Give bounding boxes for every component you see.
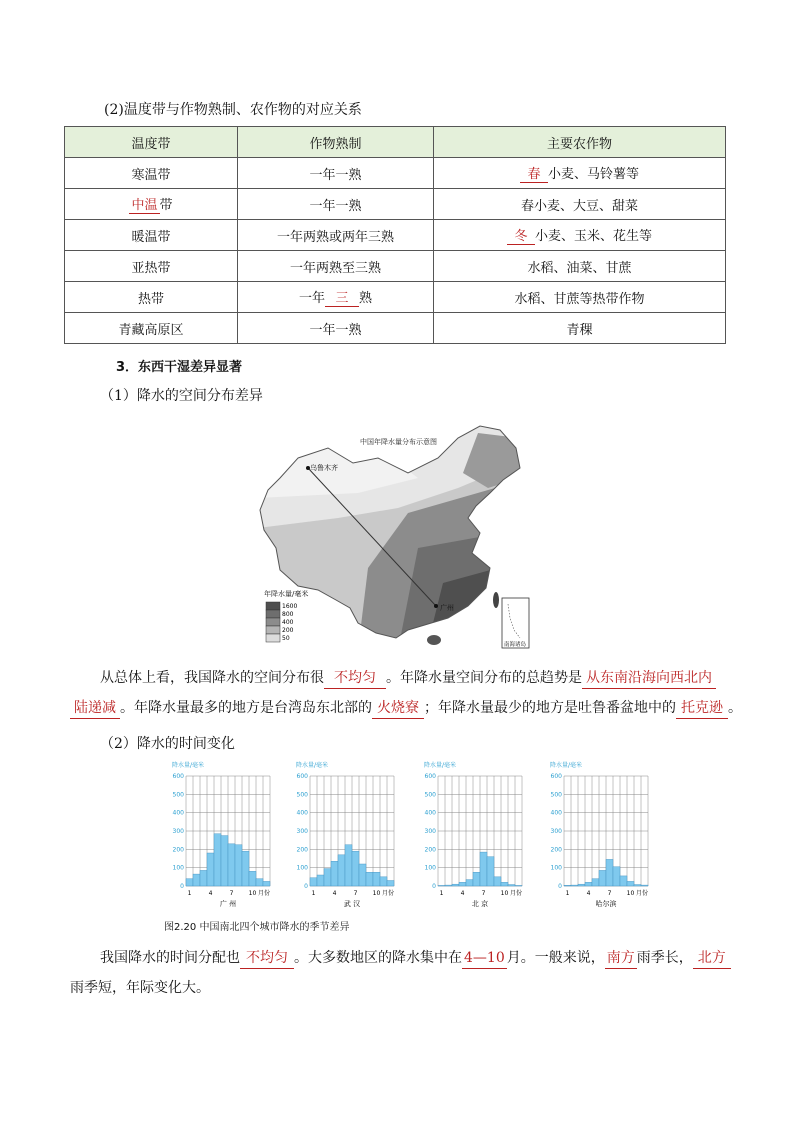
bar-month-5 — [338, 855, 345, 886]
precip-chart — [550, 760, 678, 915]
table-row — [65, 313, 726, 344]
blank-south[interactable]: 南方 — [605, 948, 637, 969]
svg-text:200: 200 — [282, 627, 294, 634]
section-title: 3．东西干湿差异显著 — [116, 360, 243, 375]
x-tick-label: 10 — [248, 890, 257, 897]
y-tick-label: 300 — [550, 828, 562, 835]
y-tick-label: 500 — [296, 791, 308, 799]
y-tick-label: 0 — [558, 883, 562, 890]
y-tick-label: 300 — [172, 828, 184, 835]
cell-zone: 中温 带 — [65, 189, 238, 220]
svg-text:50: 50 — [282, 635, 290, 642]
bar-month-3 — [200, 870, 207, 886]
blank-time-uneven[interactable]: 不均匀 — [240, 948, 294, 969]
cell-crops: 春小麦、大豆、甜菜 — [434, 189, 726, 220]
header-crops: 主要农作物 — [434, 127, 726, 158]
x-tick-label: 7 — [607, 890, 612, 897]
y-tick-label: 400 — [424, 809, 436, 817]
header-ripening: 作物熟制 — [238, 127, 434, 158]
bar-month-1 — [310, 878, 317, 886]
y-tick-label: 600 — [296, 773, 308, 780]
bar-month-4 — [207, 853, 214, 886]
bar-month-2 — [193, 874, 200, 886]
blank-trend-cont[interactable]: 陆递减 — [70, 698, 120, 719]
blank-crop-season[interactable]: 冬 — [507, 225, 535, 245]
bar-month-11 — [256, 879, 263, 886]
cell-crops: 春 小麦、马铃薯等 — [434, 158, 726, 189]
cell-zone: 亚热带 — [65, 251, 238, 282]
bar-month-6 — [599, 870, 606, 886]
blank-wettest[interactable]: 火烧寮 — [372, 698, 424, 719]
blank-months[interactable]: 4—10 — [462, 948, 507, 969]
bar-month-9 — [620, 876, 627, 886]
chart-city-label: 广 州 — [219, 900, 237, 908]
bar-month-8 — [613, 867, 620, 886]
bar-month-9 — [242, 851, 249, 886]
cell-zone: 暖温带 — [65, 220, 238, 251]
cell-ripening: 一年 三 熟 — [238, 282, 434, 313]
x-tick-label: 10 — [500, 890, 509, 897]
y-tick-label: 100 — [172, 864, 184, 872]
x-axis-unit: 月份 — [382, 890, 395, 897]
map-shape — [258, 418, 530, 650]
precip-chart — [296, 760, 424, 915]
cell-crops: 青稞 — [434, 313, 726, 344]
cell-ripening: 一年一熟 — [238, 158, 434, 189]
y-tick-label: 400 — [172, 809, 184, 817]
bar-month-10 — [501, 882, 508, 886]
precip-chart — [172, 760, 300, 915]
y-tick-label: 500 — [424, 791, 436, 799]
x-tick-label: 1 — [565, 890, 570, 897]
bar-month-7 — [352, 851, 359, 886]
bar-month-9 — [494, 877, 501, 886]
blank-trend[interactable]: 从东南沿海向西北内 — [582, 668, 716, 689]
svg-text:南海诸岛: 南海诸岛 — [504, 642, 527, 648]
y-tick-label: 0 — [432, 883, 436, 890]
chart-city-label: 武 汉 — [343, 900, 361, 908]
bar-month-8 — [235, 845, 242, 886]
bar-month-10 — [249, 871, 256, 886]
taiwan-island — [493, 592, 499, 608]
hainan-island — [427, 635, 441, 645]
y-axis-label: 降水量/毫米 — [424, 762, 457, 769]
y-tick-label: 200 — [172, 846, 184, 854]
cell-crops: 冬 小麦、玉米、花生等 — [434, 220, 726, 251]
bar-month-3 — [452, 884, 459, 886]
cell-ripening: 一年一熟 — [238, 189, 434, 220]
subsection-temporal: （2）降水的时间变化 — [100, 736, 235, 752]
y-tick-label: 500 — [172, 791, 184, 799]
bar-month-6 — [345, 845, 352, 886]
y-tick-label: 200 — [296, 846, 308, 854]
x-tick-label: 4 — [332, 890, 337, 897]
bar-month-7 — [228, 844, 235, 886]
x-axis-unit: 月份 — [510, 890, 523, 897]
x-tick-label: 4 — [586, 890, 591, 897]
x-tick-label: 7 — [229, 890, 234, 897]
bar-month-3 — [578, 884, 585, 886]
legend-title: 年降水量/毫米 — [264, 590, 309, 598]
spatial-paragraph-line1: 从总体上看，我国降水的空间分布很 不均匀 。年降水量空间分布的总趋势是 从东南沿海向西北内 — [100, 668, 716, 689]
bar-month-1 — [564, 885, 571, 886]
blank-driest[interactable]: 托克逊 — [676, 698, 728, 719]
y-tick-label: 400 — [550, 809, 562, 817]
y-tick-label: 100 — [296, 864, 308, 872]
x-axis-unit: 月份 — [258, 890, 271, 897]
blank-uneven[interactable]: 不均匀 — [324, 668, 386, 689]
table-row — [65, 220, 726, 251]
x-tick-label: 10 — [372, 890, 381, 897]
figure-caption: 图2.20 中国南北四个城市降水的季节差异 — [164, 922, 350, 933]
svg-text:400: 400 — [282, 619, 294, 626]
bar-month-3 — [324, 869, 331, 886]
bar-month-12 — [515, 885, 522, 886]
y-axis-label: 降水量/毫米 — [550, 762, 583, 769]
table-row — [65, 282, 726, 313]
y-tick-label: 300 — [296, 828, 308, 835]
south-china-sea-inset — [502, 598, 529, 648]
svg-text:1600: 1600 — [282, 603, 298, 610]
bar-month-10 — [627, 881, 634, 886]
y-tick-label: 200 — [424, 846, 436, 854]
y-tick-label: 600 — [172, 773, 184, 780]
bar-month-11 — [634, 885, 641, 886]
precipitation-map — [258, 418, 530, 650]
bar-month-2 — [317, 875, 324, 886]
bar-month-8 — [487, 857, 494, 886]
table-header-row — [65, 127, 726, 158]
y-tick-label: 0 — [304, 883, 308, 890]
y-tick-label: 600 — [424, 773, 436, 780]
x-tick-label: 4 — [208, 890, 213, 897]
y-axis-label: 降水量/毫米 — [172, 762, 205, 769]
cell-crops: 水稻、油菜、甘蔗 — [434, 251, 726, 282]
table-heading: (2)温度带与作物熟制、农作物的对应关系 — [104, 102, 362, 118]
city-guangzhou: 广州 — [440, 604, 454, 612]
temperature-zone-table — [64, 126, 726, 344]
cell-zone: 青藏高原区 — [65, 313, 238, 344]
map-legend — [266, 602, 297, 642]
subsection-spatial: （1）降水的空间分布差异 — [100, 388, 263, 404]
spatial-paragraph-line2: 陆递减 。年降水量最多的地方是台湾岛东北部的 火烧寮 ；年降水量最少的地方是吐鲁番盆地中的 托克逊 。 — [70, 698, 742, 719]
y-tick-label: 600 — [550, 773, 562, 780]
blank-crop-season[interactable]: 春 — [520, 163, 548, 183]
bar-month-5 — [466, 880, 473, 886]
bar-month-11 — [380, 877, 387, 886]
table-row — [65, 189, 726, 220]
table-row — [65, 251, 726, 282]
bar-month-2 — [445, 885, 452, 886]
bar-month-12 — [263, 881, 270, 886]
cell-ripening: 一年一熟 — [238, 313, 434, 344]
blank-ripening[interactable]: 三 — [325, 287, 359, 307]
bar-month-12 — [387, 881, 394, 887]
blank-zone[interactable]: 中温 — [129, 194, 159, 214]
cell-ripening: 一年两熟或两年三熟 — [238, 220, 434, 251]
bar-month-11 — [508, 885, 515, 886]
bar-month-12 — [641, 885, 648, 886]
bar-month-5 — [214, 834, 221, 886]
precip-chart — [424, 760, 552, 915]
bar-month-1 — [438, 885, 445, 886]
x-tick-label: 1 — [311, 890, 316, 897]
cell-zone: 寒温带 — [65, 158, 238, 189]
y-tick-label: 0 — [180, 883, 184, 890]
svg-text:800: 800 — [282, 611, 294, 618]
x-tick-label: 1 — [439, 890, 444, 897]
chart-city-label: 哈尔滨 — [595, 900, 617, 908]
bar-month-2 — [571, 885, 578, 886]
chart-city-label: 北 京 — [471, 900, 489, 908]
x-tick-label: 10 — [626, 890, 635, 897]
y-tick-label: 500 — [550, 791, 562, 799]
blank-north[interactable]: 北方 — [693, 948, 731, 969]
city-urumqi: 乌鲁木齐 — [310, 464, 338, 472]
cell-ripening: 一年两熟至三熟 — [238, 251, 434, 282]
y-tick-label: 400 — [296, 809, 308, 817]
bar-month-4 — [459, 882, 466, 886]
temporal-paragraph-line1: 我国降水的时间分配也 不均匀 。大多数地区的降水集中在 4—10 月。一般来说， 南方 雨季长， 北方 — [100, 948, 731, 969]
y-tick-label: 100 — [424, 864, 436, 872]
x-tick-label: 4 — [460, 890, 465, 897]
x-tick-label: 1 — [187, 890, 192, 897]
x-tick-label: 7 — [353, 890, 358, 897]
bar-month-8 — [359, 864, 366, 886]
table-row — [65, 158, 726, 189]
map-title: 中国年降水量分布示意图 — [360, 438, 437, 446]
x-tick-label: 7 — [481, 890, 486, 897]
y-tick-label: 100 — [550, 864, 562, 872]
bar-month-6 — [221, 836, 228, 886]
bar-month-4 — [585, 882, 592, 886]
bar-month-9 — [366, 872, 373, 886]
bar-month-10 — [373, 872, 380, 886]
x-axis-unit: 月份 — [636, 890, 649, 897]
bar-month-4 — [331, 861, 338, 886]
header-zone: 温度带 — [65, 127, 238, 158]
bar-month-6 — [473, 872, 480, 886]
y-axis-label: 降水量/毫米 — [296, 762, 329, 769]
y-tick-label: 300 — [424, 828, 436, 835]
bar-month-5 — [592, 879, 599, 886]
cell-crops: 水稻、甘蔗等热带作物 — [434, 282, 726, 313]
bar-month-1 — [186, 879, 193, 886]
bar-month-7 — [480, 852, 487, 886]
cell-zone: 热带 — [65, 282, 238, 313]
y-tick-label: 200 — [550, 846, 562, 854]
bar-month-7 — [606, 859, 613, 886]
temporal-paragraph-line2: 雨季短，年际变化大。 — [70, 980, 210, 996]
